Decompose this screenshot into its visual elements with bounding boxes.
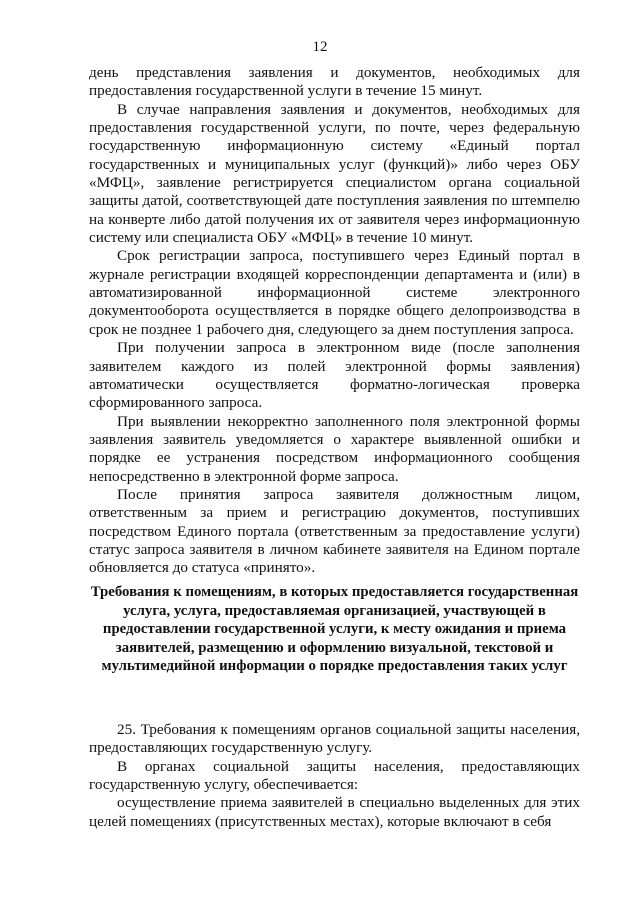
body-text-top: [89, 64, 580, 578]
paragraph: осуществление приема заявителей в специально выделенных для этих целей помещениях (присутственных местах), которые включают в себя: [89, 794, 580, 830]
paragraph: В органах социальной защиты населения, предоставляющих государственную услугу, обеспечивается:: [89, 757, 580, 794]
body-text-bottom: [89, 721, 580, 831]
page-number: 12: [312, 39, 328, 55]
paragraph: При получении запроса в электронном виде (после заполнения заявителем каждого из полей электронной формы заявления) автоматически осуществляется форматно-логическая проверка сформированного запроса.: [89, 339, 580, 412]
paragraph: В случае направления заявления и документов, необходимых для предоставления государственной услуги, по почте, через федеральную государственную информационную систему «Единый портал государственных и муниципальных услуг (функций)» либо через ОБУ «МФЦ», заявление регистрируется специалистом органа социальной защиты датой, соответствующей дате поступления заявления по штемпелю на конверте либо датой получения их от заявителя через информационную систему или специалиста ОБУ «МФЦ» в течение 10 минут.: [89, 100, 580, 247]
paragraph: день представления заявления и документов, необходимых для предоставления государственной услуги в течение 15 минут.: [89, 64, 580, 100]
paragraph: После принятия запроса заявителя должностным лицом, ответственным за прием и регистрацию документов, поступивших посредством Единого портала (ответственным за предоставление услуги) статус запроса заявителя в личном кабинете заявителя на Едином портале обновляется до статуса «принято».: [89, 485, 580, 577]
paragraph: 25. Требования к помещениям органов социальной защиты населения, предоставляющих государственную услугу.: [89, 721, 580, 757]
paragraph: Срок регистрации запроса, поступившего через Единый портал в журнале регистрации входящей корреспонденции департамента и (или) в автоматизированной информационной системе электронного документооборота осуществляется в порядке общего делопроизводства в срок не позднее 1 рабочего дня, следующего за днем поступления запроса.: [89, 247, 580, 338]
paragraph: При выявлении некорректно заполненного поля электронной формы заявления заявитель уведомляется о характере выявленной ошибки и порядке ее устранения посредством информационного сообщения непосредственно в электронной форме запроса.: [89, 412, 580, 485]
section-heading: Требования к помещениям, в которых предоставляется государственная услуга, услуга, предоставляемая организацией, участвующей в предоставлении государственной услуги, к месту ожидания и приема заявителей, размещению и оформлению визуальной, текстовой и мультимедийной информации о порядке предоставления таких услуг: [90, 584, 579, 675]
